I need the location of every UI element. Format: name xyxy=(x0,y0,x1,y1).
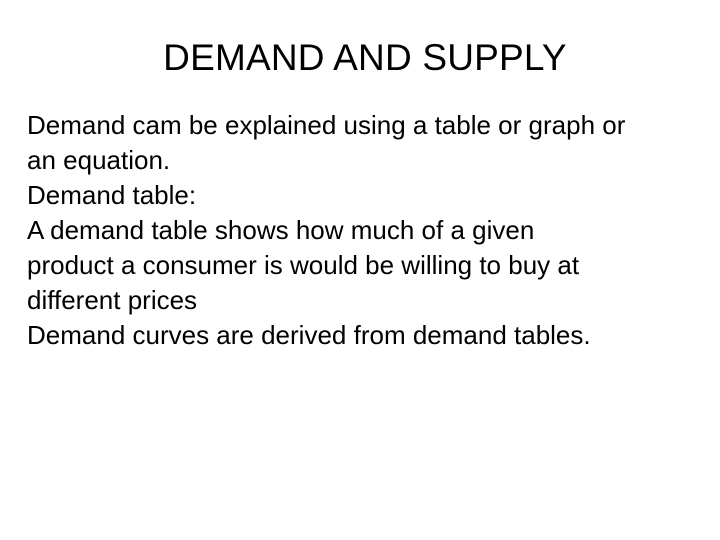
paragraph-demand-explanation xyxy=(27,108,717,178)
paragraph-demand-curves xyxy=(27,318,717,353)
text-line: different prices xyxy=(27,285,198,315)
text-line: an equation. xyxy=(27,145,171,175)
slide-title: DEMAND AND SUPPLY xyxy=(163,37,567,78)
text-line: Demand cam be explained using a table or graph or xyxy=(27,110,626,140)
paragraph-demand-table-heading xyxy=(27,178,717,213)
text-line: Demand table: xyxy=(27,180,197,210)
text-line: Demand curves are derived from demand tables. xyxy=(27,320,591,350)
paragraph-demand-table-definition xyxy=(27,213,717,318)
slide-body xyxy=(27,108,717,353)
text-line: product a consumer is would be willing to buy at xyxy=(27,250,580,280)
text-line: A demand table shows how much of a given xyxy=(27,215,535,245)
